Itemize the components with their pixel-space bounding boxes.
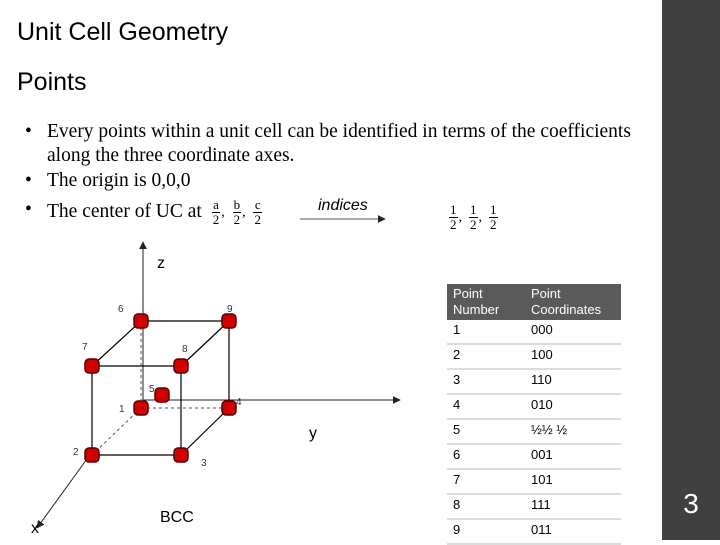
- cell-point-number: 9: [447, 520, 525, 545]
- point-label: 4: [236, 397, 242, 408]
- table-row: [447, 345, 621, 370]
- point-9: [222, 314, 236, 328]
- point-label: 5: [149, 384, 155, 395]
- x-axis: [37, 452, 92, 528]
- bullet-text: The origin is 0,0,0: [47, 170, 191, 191]
- table-row: [447, 445, 621, 470]
- page-number: 3: [683, 488, 699, 519]
- slide-subtitle: Points: [17, 68, 87, 96]
- cell-point-number: 8: [447, 495, 525, 520]
- cell-point-coordinates: 110: [525, 370, 621, 395]
- table-row: [447, 420, 621, 445]
- point-2: [85, 448, 99, 462]
- slide-title: Unit Cell Geometry: [17, 18, 229, 46]
- point-label: 8: [182, 344, 188, 355]
- axis-label-y: y: [309, 425, 317, 442]
- cell-point-coordinates: 111: [525, 495, 621, 520]
- point-4: [222, 401, 236, 415]
- diagram-caption: BCC: [160, 509, 194, 526]
- cell-point-number: 1: [447, 320, 525, 345]
- fraction-a: $\frac{a}{2}$: [212, 197, 220, 227]
- cell-point-number: 7: [447, 470, 525, 495]
- axis-label-x: x: [31, 520, 39, 537]
- point-3: [174, 448, 188, 462]
- indices-label: indices: [318, 197, 368, 214]
- point-label: 9: [227, 304, 233, 315]
- cell-point-coordinates: 000: [525, 320, 621, 345]
- cell-point-coordinates: 010: [525, 395, 621, 420]
- cell-point-number: 5: [447, 420, 525, 445]
- cell-point-number: 6: [447, 445, 525, 470]
- table-row: [447, 395, 621, 420]
- cell-point-number: 4: [447, 395, 525, 420]
- point-8: [174, 359, 188, 373]
- cell-point-coordinates: 101: [525, 470, 621, 495]
- cell-point-coordinates: 011: [525, 520, 621, 545]
- table-row: [447, 495, 621, 520]
- point-5: [155, 388, 169, 402]
- point-label: 2: [73, 447, 79, 458]
- point-label: 3: [201, 458, 207, 469]
- table-row: [447, 520, 621, 545]
- cell-point-number: 3: [447, 370, 525, 395]
- fraction-b: $\frac{b}{2}$: [233, 197, 241, 227]
- point-label: 7: [82, 342, 88, 353]
- point-1: [134, 401, 148, 415]
- cell-point-coordinates: 100: [525, 345, 621, 370]
- table-row: [447, 470, 621, 495]
- point-6: [134, 314, 148, 328]
- point-7: [85, 359, 99, 373]
- indices-fraction: $\frac{1}{2}$ , $\frac{1}{2}$ , $\frac{1}{2}$: [450, 202, 497, 232]
- bullet-text: The center of UC at: [47, 200, 202, 222]
- point-label: 6: [118, 304, 124, 315]
- table-row: [447, 370, 621, 395]
- cell-point-coordinates: ½½ ½: [525, 420, 621, 445]
- cell-point-coordinates: 001: [525, 445, 621, 470]
- table-row: [447, 320, 621, 345]
- axis-label-z: z: [157, 255, 165, 272]
- point-coordinates-table: [447, 284, 621, 545]
- header-point-coordinates: Point Coordinates: [525, 284, 621, 320]
- table-body: [447, 320, 621, 545]
- cell-point-number: 2: [447, 345, 525, 370]
- point-label: 1: [119, 404, 125, 415]
- fraction-c: $\frac{c}{2}$: [254, 197, 261, 227]
- header-point-number: Point Number: [447, 284, 525, 320]
- right-sidebar-bar: [662, 0, 720, 540]
- center-fraction: $\frac{a}{2}$ , $\frac{b}{2}$ , $\frac{c}{2}$: [212, 197, 261, 227]
- bullet-text: Every points within a unit cell can be identified in terms of the coefficients along the three coordinate axes.: [47, 121, 631, 166]
- table-header-row: [447, 284, 621, 320]
